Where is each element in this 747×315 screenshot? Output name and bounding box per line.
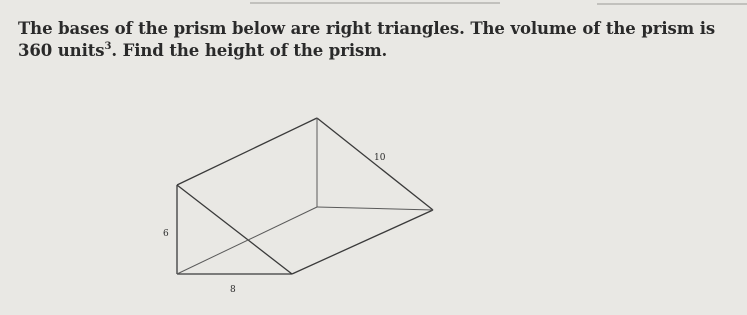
- top-edge: [177, 118, 317, 185]
- hidden-bottom-left-edge: [177, 207, 317, 274]
- cubic-exponent: 3: [104, 40, 112, 52]
- question-text-part1: The bases of the prism below are right triangles. The volume of the prism is 360 units: [18, 19, 716, 60]
- back-triangle-hypotenuse: [317, 118, 433, 210]
- label-base: 8: [230, 285, 236, 295]
- front-triangle-hypotenuse: [177, 185, 292, 274]
- bottom-right-edge: [292, 210, 433, 274]
- label-hypotenuse: 10: [374, 153, 386, 163]
- question-text-part2: . Find the height of the prism.: [111, 41, 388, 60]
- label-height: 6: [163, 229, 169, 239]
- hidden-back-base-edge: [317, 207, 433, 210]
